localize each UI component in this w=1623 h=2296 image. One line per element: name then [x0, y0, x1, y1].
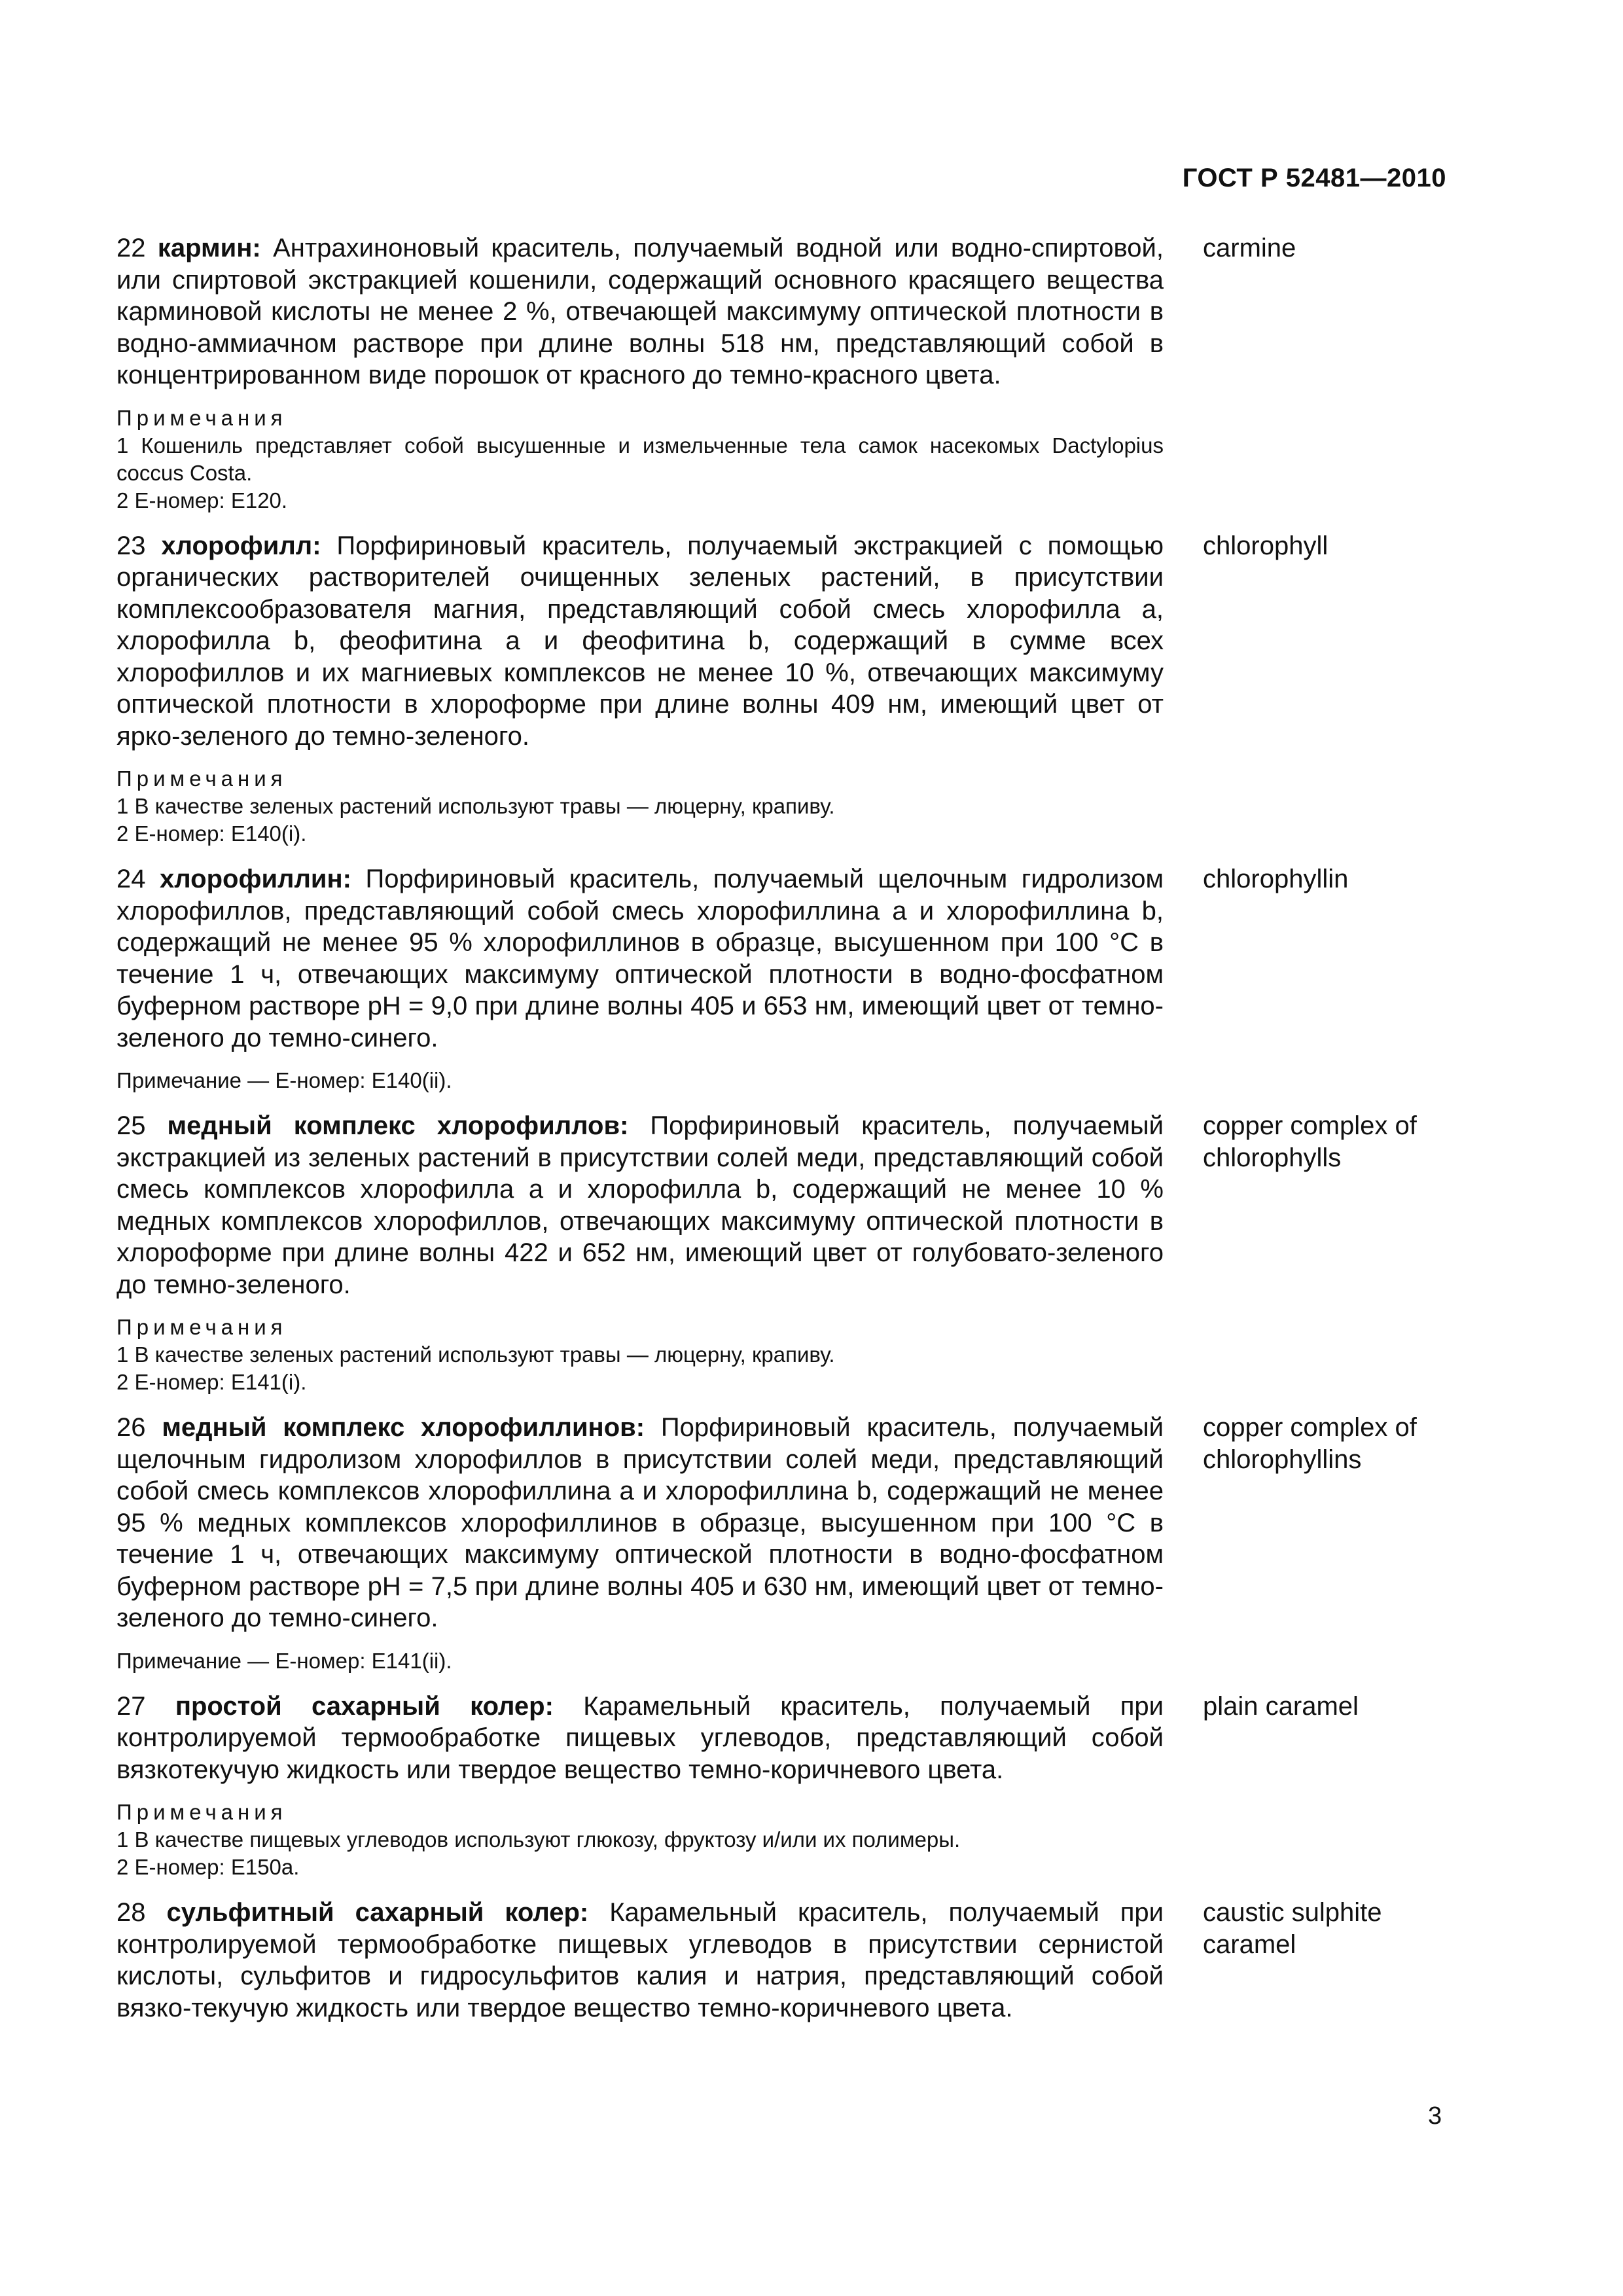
- note-line: 1 Кошениль представляет собой высушенные и измельченные тела самок насекомых Dactylopius coccus Costa.: [116, 433, 1164, 485]
- document-code: ГОСТ Р 52481—2010: [1182, 164, 1446, 192]
- term-name: простой сахарный колер:: [175, 1691, 554, 1721]
- term-english: copper complex of chlorophylls: [1203, 1111, 1417, 1172]
- term-text: Порфириновый краситель, получаемый экстракцией из зеленых растений в присутствии солей меди, представляющий собой смесь комплексов хлорофилла a и хлорофилла b, содержащий не менее 10 % медных комплексов хлорофиллов, отвечающих максимуму оптической плотности в хлороформе при длине волны 422 и 652 нм, имеющий цвет от голубовато-зеленого до темно-зеленого.: [116, 1111, 1164, 1299]
- notes-heading: Примечания: [116, 405, 287, 430]
- term-number: 25: [116, 1111, 146, 1140]
- term-number: 23: [116, 531, 146, 560]
- notes-heading: Примечания: [116, 766, 287, 791]
- note-line: 2 Е-номер: Е140(i).: [116, 821, 307, 846]
- note-line: 1 В качестве пищевых углеводов используют глюкозу, фруктозу и/или их полимеры.: [116, 1827, 961, 1852]
- term-text: Антрахиноновый краситель, получаемый водной или водно-спиртовой, или спиртовой экстракцией кошенили, содержащий основного красящего вещества карминовой кислоты не менее 2 %, отвечающей максимуму оптической плотности в водно-аммиачном растворе при длине волны 518 нм, представляющий собой в концентрированном виде порошок от красного до темно-красного цвета.: [116, 234, 1164, 389]
- term-text: Карамельный краситель, получаемый при контролируемой термообработке пищевых углеводов, представляющий собой вязкотекучую жидкость или твердое вещество темно-коричневого цвета.: [116, 1691, 1164, 1784]
- term-english: copper complex of chlorophyllins: [1203, 1413, 1417, 1474]
- term-notes: [116, 1314, 1164, 1396]
- note-line: Примечание — Е-номер: Е140(ii).: [116, 1068, 452, 1092]
- term-entry: [116, 1691, 1445, 1786]
- term-definition: [116, 1110, 1164, 1300]
- term-name: медный комплекс хлорофиллов:: [167, 1111, 629, 1140]
- term-text: Порфириновый краситель, получаемый щелочным гидролизом хлорофиллов в присутствии солей меди, представляющий собой смесь комплексов хлорофиллина a и хлорофиллина b, содержащий не менее 95 % медных комплексов хлорофиллинов в образце, высушенном при 100 °С в течение 1 ч, отвечающих максимуму оптической плотности в водно-фосфатном буферном растворе рН = 7,5 при длине волны 405 и 630 нм, имеющий цвет от темно-зеленого до темно-синего.: [116, 1413, 1164, 1632]
- notes-heading: Примечания: [116, 1800, 287, 1824]
- term-entry: [116, 1412, 1445, 1634]
- note-line: Примечание — Е-номер: Е141(ii).: [116, 1648, 452, 1673]
- term-entry: [116, 863, 1445, 1054]
- term-text: Порфириновый краситель, получаемый щелочным гидролизом хлорофиллов, представляющий собой смесь хлорофиллина a и хлорофиллина b, содержащий не менее 95 % хлорофиллинов в образце, высушенном при 100 °С в течение 1 ч, отвечающих максимуму оптической плотности в водно-фосфатном буферном растворе рН = 9,0 при длине волны 405 и 653 нм, имеющий цвет от темно-зеленого до темно-синего.: [116, 865, 1164, 1052]
- term-notes: [116, 1799, 1164, 1881]
- term-number: 22: [116, 234, 146, 262]
- term-name: хлорофиллин:: [160, 865, 351, 893]
- term-entry: [116, 232, 1445, 391]
- note-line: 2 Е-номер: Е120.: [116, 488, 288, 512]
- term-number: 24: [116, 865, 146, 893]
- term-notes: [116, 1067, 1164, 1094]
- term-entry: [116, 1110, 1445, 1300]
- term-definition: [116, 530, 1164, 753]
- term-number: 26: [116, 1413, 146, 1442]
- term-english: caustic sulphite caramel: [1203, 1898, 1382, 1959]
- term-definition: [116, 232, 1164, 391]
- term-name: кармин:: [157, 234, 261, 262]
- term-definition: [116, 1412, 1164, 1634]
- notes-heading: Примечания: [116, 1315, 287, 1339]
- page-number: 3: [1428, 2102, 1442, 2130]
- term-definition: [116, 1897, 1164, 2024]
- term-notes: [116, 404, 1164, 514]
- term-entry: [116, 530, 1445, 753]
- note-line: 2 Е-номер: Е141(i).: [116, 1370, 307, 1394]
- term-name: медный комплекс хлорофиллинов:: [162, 1413, 645, 1442]
- term-number: 27: [116, 1691, 146, 1721]
- term-number: 28: [116, 1898, 146, 1927]
- term-notes: [116, 1647, 1164, 1675]
- term-english: carmine: [1203, 234, 1296, 262]
- term-notes: [116, 765, 1164, 848]
- term-english: plain caramel: [1203, 1691, 1359, 1721]
- term-text: Карамельный краситель, получаемый при контролируемой термообработке пищевых углеводов в присутствии сернистой кислоты, сульфитов и гидросульфитов калия и натрия, представляющий собой вязко-текучую жидкость или твердое вещество темно-коричневого цвета.: [116, 1898, 1164, 2022]
- term-english: chlorophyll: [1203, 531, 1329, 560]
- term-text: Порфириновый краситель, получаемый экстракцией с помощью органических растворителей очищенных зеленых растений, в присутствии комплексообразователя магния, представляющий собой смесь хлорофилла a, хлорофилла b, феофитина a и феофитина b, содержащий в сумме всех хлорофиллов и их магниевых комплексов не менее 10 %, отвечающих максимуму оптической плотности в хлороформе при длине волны 409 нм, имеющий цвет от ярко-зеленого до темно-зеленого.: [116, 531, 1164, 751]
- note-line: 1 В качестве зеленых растений используют травы — люцерну, крапиву.: [116, 794, 835, 818]
- term-list: [116, 232, 1445, 2038]
- term-definition: [116, 863, 1164, 1054]
- term-definition: [116, 1691, 1164, 1786]
- note-line: 2 Е-номер: Е150a.: [116, 1855, 300, 1879]
- term-name: сульфитный сахарный колер:: [166, 1898, 589, 1927]
- term-name: хлорофилл:: [161, 531, 321, 560]
- term-entry: [116, 1897, 1445, 2024]
- note-line: 1 В качестве зеленых растений используют травы — люцерну, крапиву.: [116, 1342, 835, 1367]
- term-english: chlorophyllin: [1203, 865, 1349, 893]
